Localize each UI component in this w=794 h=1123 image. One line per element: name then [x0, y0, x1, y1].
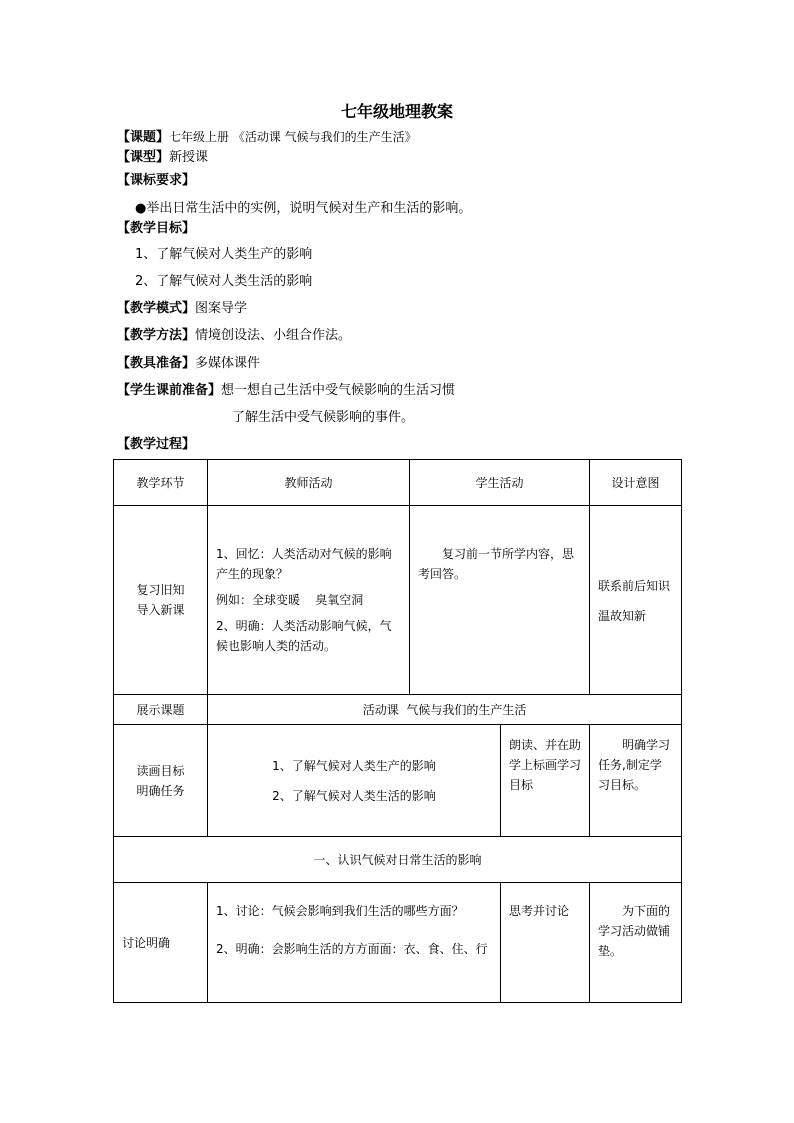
standard-text: ●举出日常生活中的实例，说明气候对生产和生活的影响。	[135, 201, 472, 216]
method-line	[117, 327, 351, 345]
prep-label: 【学生课前准备】	[117, 383, 222, 398]
header-teacher: 教师活动	[208, 460, 410, 506]
row3-stage-line1: 读画目标	[136, 763, 185, 778]
standard-heading	[117, 172, 195, 190]
row3-stage-line2: 明确任务	[136, 783, 185, 798]
topic-line	[117, 128, 417, 147]
process-table	[113, 459, 682, 1003]
method-label: 【教学方法】	[117, 328, 196, 343]
table-header-row	[114, 460, 682, 506]
row5-teacher-discuss: 1、讨论：气候会影响到我们生活的哪些方面？	[216, 904, 464, 918]
mode-value: 图案导学	[195, 301, 248, 316]
table-row	[114, 506, 682, 695]
process-heading	[117, 436, 195, 454]
mode-line	[117, 300, 247, 318]
row1-intent-line2: 温故知新	[598, 609, 647, 623]
row4-section: 一、认识气候对日常生活的影响	[114, 837, 682, 883]
row5-student: 思考并讨论	[501, 883, 590, 1003]
type-line	[117, 149, 208, 167]
table-row	[114, 837, 682, 883]
row3-stage	[114, 725, 208, 837]
prep-line	[117, 382, 455, 400]
type-label: 【课型】	[117, 150, 170, 165]
row1-teacher	[208, 506, 410, 695]
goal-item-2: 2、了解气候对人类生活的影响	[135, 274, 313, 289]
standard-label: 【课标要求】	[117, 173, 196, 188]
row1-student: 复习前一节所学内容，思考回答。	[410, 506, 590, 695]
prep-value-1: 想一想自己生活中受气候影响的生活习惯	[221, 383, 456, 398]
topic-label: 【课题】	[117, 130, 170, 145]
table-row	[114, 883, 682, 1003]
header-stage: 教学环节	[114, 460, 208, 506]
header-student: 学生活动	[410, 460, 590, 506]
goals-label: 【教学目标】	[117, 221, 196, 236]
row1-teacher-recall: 1、回忆：人类活动对气候的影响产生的现象？	[216, 547, 392, 581]
header-intent: 设计意图	[590, 460, 682, 506]
row5-teacher	[208, 883, 501, 1003]
method-value: 情境创设法、小组合作法。	[195, 328, 352, 343]
row3-teacher-goal2: 2、了解气候对人类生活的影响	[272, 788, 436, 803]
row2-stage: 展示课题	[114, 695, 208, 725]
row3-intent: 明确学习任务,制定学习目标。	[590, 725, 682, 837]
row2-content: 活动课 气候与我们的生产生活	[208, 695, 682, 725]
row3-student: 朗读、并在助学上标画学习目标	[501, 725, 590, 837]
topic-value: 七年级上册 《活动课 气候与我们的生产生活》	[169, 130, 417, 144]
row1-stage-line2: 导入新课	[136, 603, 185, 617]
row3-teacher	[208, 725, 501, 837]
row1-stage	[114, 506, 208, 695]
row1-teacher-clarify: 2、明确：人类活动影响气候，气候也影响人类的活动。	[216, 619, 392, 653]
row5-teacher-clarify: 2、明确：会影响生活的方方面面：衣、食、住、行	[216, 942, 488, 956]
row5-intent: 为下面的学习活动做铺垫。	[590, 883, 682, 1003]
goals-heading	[117, 220, 195, 238]
row1-teacher-example: 例如：全球变暖 臭氧空洞	[216, 593, 364, 607]
tools-label: 【教具准备】	[117, 356, 196, 371]
row1-intent	[590, 506, 682, 695]
mode-label: 【教学模式】	[117, 301, 196, 316]
goal-item-1: 1、了解气候对人类生产的影响	[135, 247, 313, 262]
row1-intent-line1: 联系前后知识	[598, 579, 671, 593]
tools-line	[117, 355, 260, 373]
row1-stage-line1: 复习旧知	[136, 583, 185, 597]
row3-teacher-goal1: 1、了解气候对人类生产的影响	[272, 758, 436, 773]
table-row	[114, 725, 682, 837]
page-title: 七年级地理教案	[340, 102, 453, 121]
process-label: 【教学过程】	[117, 437, 196, 452]
prep-value-2: 了解生活中受气候影响的事件。	[232, 410, 415, 425]
table-row	[114, 695, 682, 725]
tools-value: 多媒体课件	[195, 356, 261, 371]
type-value: 新授课	[169, 150, 209, 165]
row5-stage: 讨论明确	[114, 883, 208, 1003]
